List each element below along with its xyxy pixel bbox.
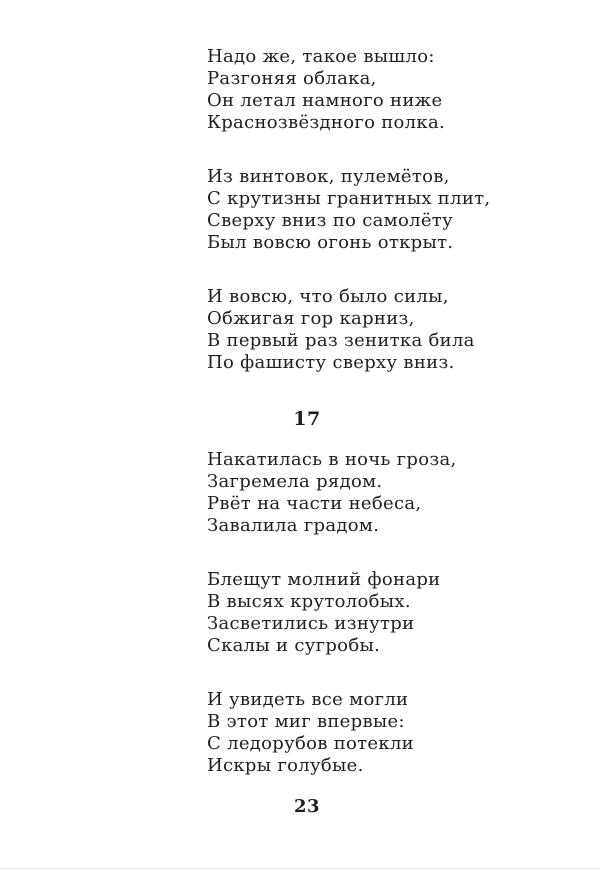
section-number: 17: [293, 408, 321, 430]
poem-line: С крутизны гранитных плит,: [207, 188, 491, 209]
poem-line: И увидеть все могли: [207, 689, 409, 710]
page-number: 23: [293, 796, 321, 817]
poem-stanza: [207, 449, 467, 537]
poem-line: Из винтовок, пулемётов,: [207, 166, 450, 187]
poem-line: Блещут молний фонари: [207, 569, 441, 590]
poem-line: По фашисту сверху вниз.: [207, 352, 455, 373]
poem-line: Обжигая гор карниз,: [207, 308, 415, 329]
poem-line: В высях крутолобых.: [207, 591, 411, 612]
poem-line: Загремела рядом.: [207, 471, 383, 492]
poem-line: Разгоняя облака,: [207, 68, 377, 89]
poem-line: Он летал намного ниже: [207, 90, 443, 111]
poem-stanza: [207, 569, 467, 657]
poem-stanza: [207, 166, 491, 254]
poem-line: В этот миг впервые:: [207, 711, 405, 732]
poem-line: Искры голубые.: [207, 755, 364, 776]
page-bottom-edge: [0, 868, 600, 869]
poem-line: Засветились изнутри: [207, 613, 415, 634]
poem-line: Рвёт на части небеса,: [207, 493, 422, 514]
poem-line: Скалы и сугробы.: [207, 635, 381, 656]
poem-text: [207, 46, 491, 809]
poem-line: Сверху вниз по самолёту: [207, 210, 453, 231]
poem-line: Завалила градом.: [207, 515, 380, 536]
poem-line: Надо же, такое вышло:: [207, 46, 435, 67]
poem-line: Краснозвёздного полка.: [207, 112, 445, 133]
poem-stanza: [207, 46, 467, 134]
poem-line: И вовсю, что было силы,: [207, 286, 449, 307]
poem-stanza: [207, 689, 467, 777]
poem-stanza: [207, 286, 475, 374]
poem-line: Накатилась в ночь гроза,: [207, 449, 457, 470]
poem-line: В первый раз зенитка била: [207, 330, 475, 351]
poem-line: Был вовсю огонь открыт.: [207, 232, 454, 253]
poem-line: С ледорубов потекли: [207, 733, 414, 754]
